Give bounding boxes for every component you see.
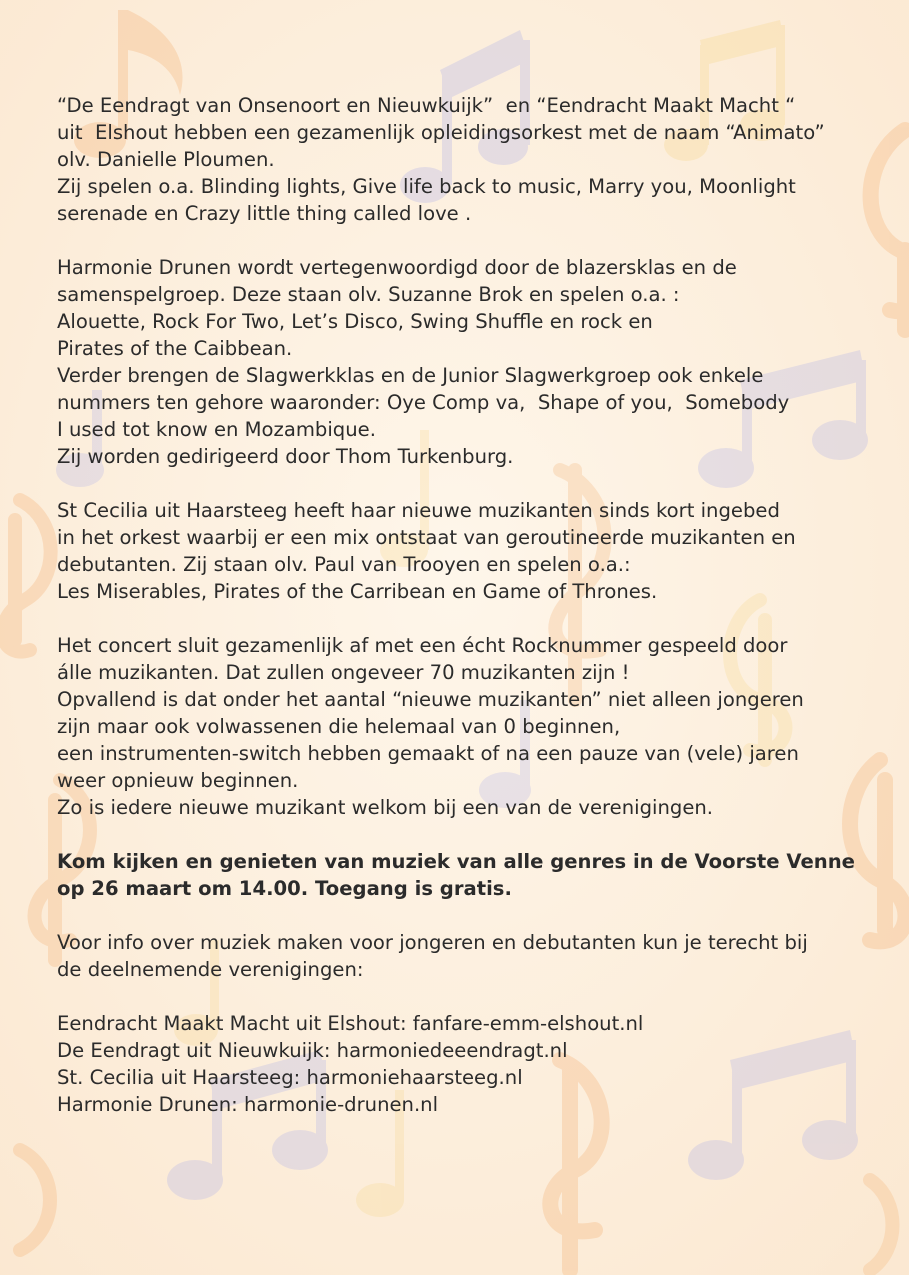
article-body — [57, 92, 897, 1118]
text-line: Voor info over muziek maken voor jongeren en debutanten kun je terecht bij — [57, 931, 808, 954]
paragraph-gap — [57, 227, 897, 254]
text-line: I used tot know en Mozambique. — [57, 418, 376, 441]
paragraph-animato — [57, 92, 897, 227]
paragraph-gap — [57, 821, 897, 848]
text-line: Zij worden gedirigeerd door Thom Turkenburg. — [57, 445, 514, 468]
text-line: samenspelgroep. Deze staan olv. Suzanne Brok en spelen o.a. : — [57, 283, 680, 306]
text-line: Zo is iedere nieuwe muzikant welkom bij een van de verenigingen. — [57, 796, 714, 819]
website-line: De Eendragt uit Nieuwkuijk: harmoniedeeendragt.nl — [57, 1039, 568, 1062]
text-line: Verder brengen de Slagwerkklas en de Junior Slagwerkgroep ook enkele — [57, 364, 764, 387]
text-line: Pirates of the Caibbean. — [57, 337, 293, 360]
text-line: Opvallend is dat onder het aantal “nieuwe muzikanten” niet alleen jongeren — [57, 688, 804, 711]
text-line: Zij spelen o.a. Blinding lights, Give life back to music, Marry you, Moonlight — [57, 175, 796, 198]
paragraph-gap — [57, 470, 897, 497]
text-line: de deelnemende verenigingen: — [57, 958, 364, 981]
text-line: uit Elshout hebben een gezamenlijk opleidingsorkest met de naam “Animato” — [57, 121, 825, 144]
text-line: St Cecilia uit Haarsteeg heeft haar nieuwe muzikanten sinds kort ingebed — [57, 499, 780, 522]
website-line: Eendracht Maakt Macht uit Elshout: fanfare-emm-elshout.nl — [57, 1012, 644, 1035]
paragraph-harmonie-drunen — [57, 254, 897, 470]
text-line: Het concert sluit gezamenlijk af met een écht Rocknummer gespeeld door — [57, 634, 788, 657]
text-line: Kom kijken en genieten van muziek van alle genres in de Voorste Venne — [57, 850, 855, 873]
text-line: zijn maar ook volwassenen die helemaal van 0 beginnen, — [57, 715, 621, 738]
website-line: Harmonie Drunen: harmonie-drunen.nl — [57, 1093, 439, 1116]
text-line: een instrumenten-switch hebben gemaakt of na een pauze van (vele) jaren — [57, 742, 799, 765]
paragraph-gap — [57, 902, 897, 929]
paragraph-info — [57, 929, 897, 983]
text-line: Les Miserables, Pirates of the Carribean en Game of Thrones. — [57, 580, 658, 603]
paragraph-gap — [57, 605, 897, 632]
text-line: nummers ten gehore waaronder: Oye Comp va, Shape of you, Somebody — [57, 391, 790, 414]
text-line: Harmonie Drunen wordt vertegenwoordigd door de blazersklas en de — [57, 256, 737, 279]
text-line: in het orkest waarbij er een mix ontstaat van geroutineerde muzikanten en — [57, 526, 796, 549]
text-line: “De Eendragt van Onsenoort en Nieuwkuijk” en “Eendracht Maakt Macht “ — [57, 94, 796, 117]
paragraph-st-cecilia — [57, 497, 897, 605]
text-line: serenade en Crazy little thing called love . — [57, 202, 472, 225]
text-line: debutanten. Zij staan olv. Paul van Trooyen en spelen o.a.: — [57, 553, 631, 576]
text-line: op 26 maart om 14.00. Toegang is gratis. — [57, 877, 512, 900]
text-line: weer opnieuw beginnen. — [57, 769, 299, 792]
website-line: St. Cecilia uit Haarsteeg: harmoniehaarsteeg.nl — [57, 1066, 523, 1089]
paragraph-websites — [57, 1010, 897, 1118]
paragraph-concert — [57, 632, 897, 821]
paragraph-gap — [57, 983, 897, 1010]
text-line: olv. Danielle Ploumen. — [57, 148, 275, 171]
text-line: Alouette, Rock For Two, Let’s Disco, Swing Shuffle en rock en — [57, 310, 653, 333]
text-line: álle muzikanten. Dat zullen ongeveer 70 muzikanten zijn ! — [57, 661, 630, 684]
paragraph-invitation — [57, 848, 897, 902]
